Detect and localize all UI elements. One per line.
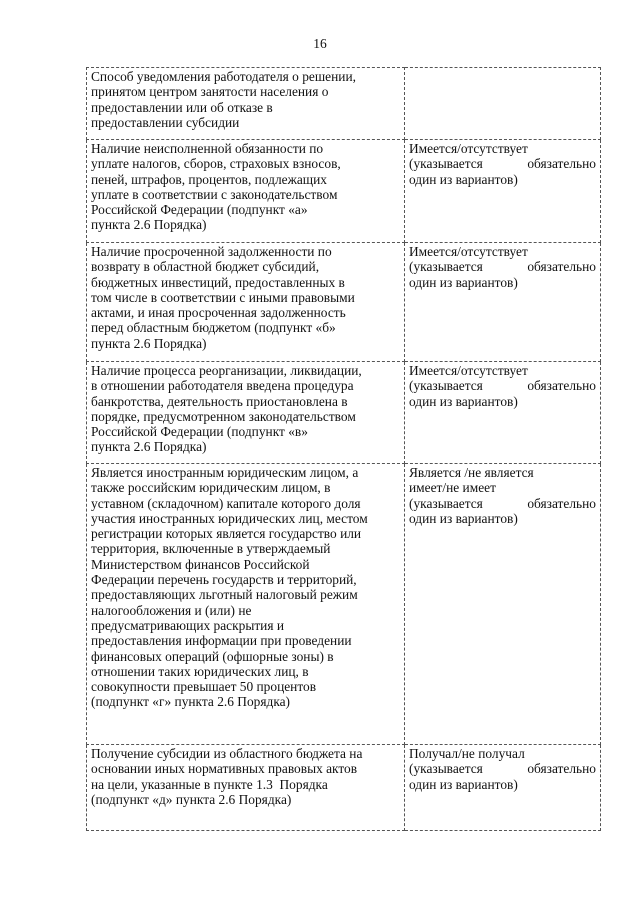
cell-text-line: Получал/не получал [409, 746, 525, 761]
table-row [87, 140, 601, 243]
cell-text-line: территория, включенные в утверждаемый [91, 541, 331, 557]
cell-text-line: (указывается обязательно [409, 259, 596, 275]
cell-text-line: уставном (складочном) капитале которого доля [91, 495, 361, 511]
table-row [87, 68, 601, 140]
cell-text-line: Федерации перечень государств и территорий, [91, 572, 357, 588]
cell-text-line: Российской Федерации (подпункт «а» [91, 202, 308, 218]
cell-text-line: также российским юридическим лицом, в [91, 480, 331, 496]
cell-text-line: Является иностранным юридическим лицом, а [91, 465, 359, 480]
cell-text-line: Получение субсидии из областного бюджета на [91, 746, 363, 761]
requirements-table [86, 67, 601, 831]
cell-text-line: бюджетных инвестиций, предоставленных в [91, 274, 345, 290]
table-row [87, 362, 601, 464]
cell-text-line: уплате в соответствии с законодательством [91, 186, 338, 202]
cell-text-line: Наличие просроченной задолженности по [91, 244, 332, 259]
cell-text-line: участия иностранных юридических лиц, местом [91, 510, 368, 526]
cell-text-line: Имеется/отсутствует [409, 141, 528, 156]
cell-text-line: Способ уведомления работодателя о решении, [91, 69, 356, 84]
value-cell [405, 243, 601, 362]
cell-text-line: (указывается обязательно [409, 156, 596, 172]
cell-text-line: Российской Федерации (подпункт «в» [91, 424, 308, 440]
cell-text-line: принятом центром занятости населения о [91, 84, 329, 100]
cell-text-line: в отношении работодателя введена процедура [91, 378, 354, 394]
cell-text-line: один из вариантов) [409, 393, 518, 409]
value-cell [405, 362, 601, 464]
table-row [87, 464, 601, 745]
cell-text-line: пеней, штрафов, процентов, подлежащих [91, 171, 327, 187]
cell-text-line: Имеется/отсутствует [409, 363, 528, 378]
cell-text-line: банкротства, деятельность приостановлена в [91, 393, 348, 409]
criterion-cell [87, 464, 405, 745]
cell-text-line: предоставления информации при проведении [91, 633, 352, 649]
cell-text-line: один из вариантов) [409, 510, 518, 526]
cell-text-line: пункта 2.6 Порядка) [91, 335, 207, 351]
criterion-cell [87, 362, 405, 464]
cell-text-line: (подпункт «г» пункта 2.6 Порядка) [91, 694, 291, 710]
cell-text-line: финансовых операций (офшорные зоны) в [91, 648, 334, 664]
value-cell [405, 140, 601, 243]
table-row [87, 243, 601, 362]
cell-text-line: Министерством финансов Российской [91, 556, 310, 572]
cell-text-line: регистрации которых является государство или [91, 526, 362, 542]
cell-text-line: актами, и иная просроченная задолженность [91, 305, 346, 321]
cell-text-line: пункта 2.6 Порядка) [91, 439, 207, 455]
cell-text-line: налогообложения и (или) не [91, 602, 252, 618]
cell-text-line: на цели, указанные в пункте 1.3 Порядка [91, 776, 328, 792]
cell-text-line: пункта 2.6 Порядка) [91, 217, 207, 233]
criterion-cell [87, 68, 405, 140]
cell-text-line: предоставляющих льготный налоговый режим [91, 587, 358, 603]
table-row [87, 745, 601, 831]
page-number: 16 [313, 36, 327, 51]
cell-text-line: (подпункт «д» пункта 2.6 Порядка) [91, 791, 292, 807]
cell-text-line: предоставлении субсидии [91, 114, 240, 130]
cell-text-line: перед областным бюджетом (подпункт «б» [91, 320, 336, 336]
cell-text-line: (указывается обязательно [409, 761, 596, 777]
cell-text-line: возврату в областной бюджет субсидий, [91, 259, 320, 275]
criterion-cell [87, 745, 405, 831]
cell-text-line: совокупности превышает 50 процентов [91, 679, 317, 695]
cell-text-line: том числе в соответствии с иными правовыми [91, 289, 355, 305]
cell-text-line: Наличие процесса реорганизации, ликвидации, [91, 363, 362, 378]
value-cell [405, 464, 601, 745]
cell-text-line: (указывается обязательно [409, 495, 596, 511]
cell-text-line: предоставлении или об отказе в [91, 99, 273, 115]
cell-text-line: один из вариантов) [409, 274, 518, 290]
cell-text-line: Наличие неисполненной обязанности по [91, 141, 324, 156]
cell-text-line: один из вариантов) [409, 776, 518, 792]
criterion-cell [87, 140, 405, 243]
cell-text-line: уплате налогов, сборов, страховых взносов, [91, 156, 341, 172]
cell-text-line: имеет/не имеет [409, 480, 496, 496]
cell-text-line: один из вариантов) [409, 171, 518, 187]
cell-text-line: Имеется/отсутствует [409, 244, 528, 259]
cell-text-line: порядке, предусмотренном законодательством [91, 408, 356, 424]
cell-text-line: отношении таких юридических лиц, в [91, 663, 309, 679]
criterion-cell [87, 243, 405, 362]
value-cell [405, 745, 601, 831]
cell-text-line: основании иных нормативных правовых актов [91, 761, 358, 777]
cell-text-line: предусматривающих раскрытия и [91, 617, 285, 633]
value-cell [405, 68, 601, 140]
cell-text-line: (указывается обязательно [409, 378, 596, 394]
cell-text-line: Является /не является [409, 465, 534, 480]
